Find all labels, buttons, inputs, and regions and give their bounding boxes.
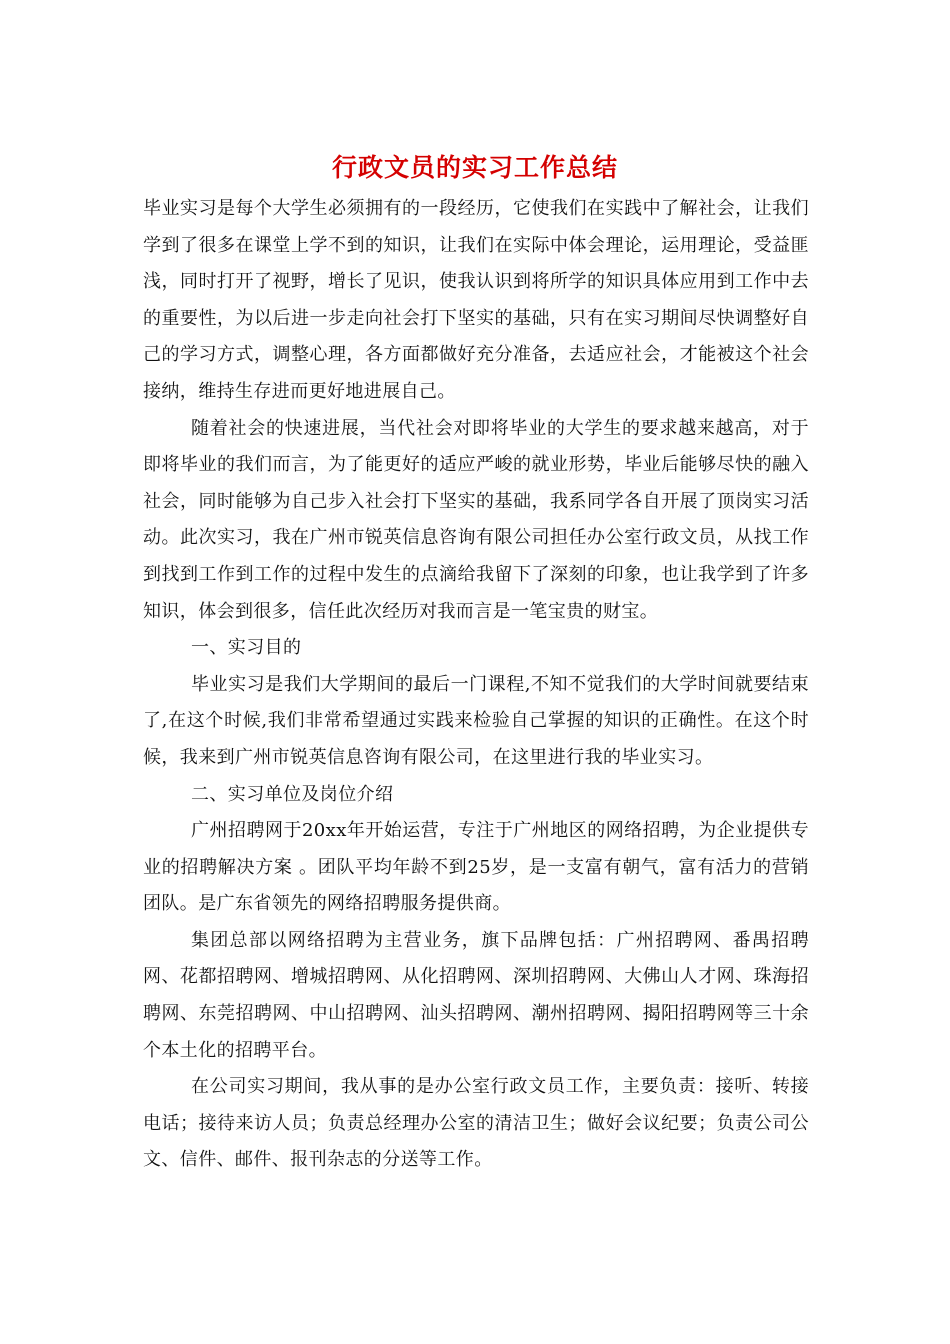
document-body bbox=[143, 191, 809, 1179]
paragraph-3: 毕业实习是我们大学期间的最后一门课程,不知不觉我们的大学时间就要结束了,在这个时候,我们非常希望通过实践来检验自己掌握的知识的正确性。在这个时候，我来到广州市锐英信息咨询有限公司，在这里进行我的毕业实习。 bbox=[143, 673, 809, 768]
section-heading-2: 二、实习单位及岗位介绍 bbox=[191, 783, 394, 805]
paragraph-5: 集团总部以网络招聘为主营业务，旗下品牌包括：广州招聘网、番禺招聘网、花都招聘网、增城招聘网、从化招聘网、深圳招聘网、大佛山人才网、珠海招聘网、东莞招聘网、中山招聘网、汕头招聘网、潮州招聘网、揭阳招聘网等三十余个本土化的招聘平台。 bbox=[143, 929, 809, 1061]
paragraph-6: 在公司实习期间，我从事的是办公室行政文员工作，主要负责：接听、转接电话；接待来访人员；负责总经理办公室的清洁卫生；做好会议纪要；负责公司公文、信件、邮件、报刊杂志的分送等工作。 bbox=[143, 1076, 809, 1171]
paragraph-1: 毕业实习是每个大学生必须拥有的一段经历，它使我们在实践中了解社会，让我们学到了很多在课堂上学不到的知识，让我们在实际中体会理论，运用理论，受益匪浅，同时打开了视野，增长了见识，使我认识到将所学的知识具体应用到工作中去的重要性，为以后进一步走向社会打下坚实的基础，只有在实习期间尽快调整好自己的学习方式，调整心理，各方面都做好充分准备，去适应社会，才能被这个社会接纳，维持生存进而更好地进展自己。 bbox=[143, 198, 809, 402]
section-heading-1: 一、实习目的 bbox=[191, 637, 302, 659]
document-title: 行政文员的实习工作总结 bbox=[331, 153, 618, 182]
paragraph-4: 广州招聘网于20xx年开始运营，专注于广州地区的网络招聘，为企业提供专业的招聘解决方案 。团队平均年龄不到25岁，是一支富有朝气，富有活力的营销团队。是广东省领先的网络招聘服务提供商。 bbox=[143, 820, 809, 915]
paragraph-2: 随着社会的快速进展，当代社会对即将毕业的大学生的要求越来越高，对于即将毕业的我们而言，为了能更好的适应严峻的就业形势，毕业后能够尽快的融入社会，同时能够为自己步入社会打下坚实的基础，我系同学各自开展了顶岗实习活动。此次实习，我在广州市锐英信息咨询有限公司担任办公室行政文员，从找工作到找到工作到工作的过程中发生的点滴给我留下了深刻的印象，也让我学到了许多知识，体会到很多，信任此次经历对我而言是一笔宝贵的财宝。 bbox=[143, 417, 809, 622]
